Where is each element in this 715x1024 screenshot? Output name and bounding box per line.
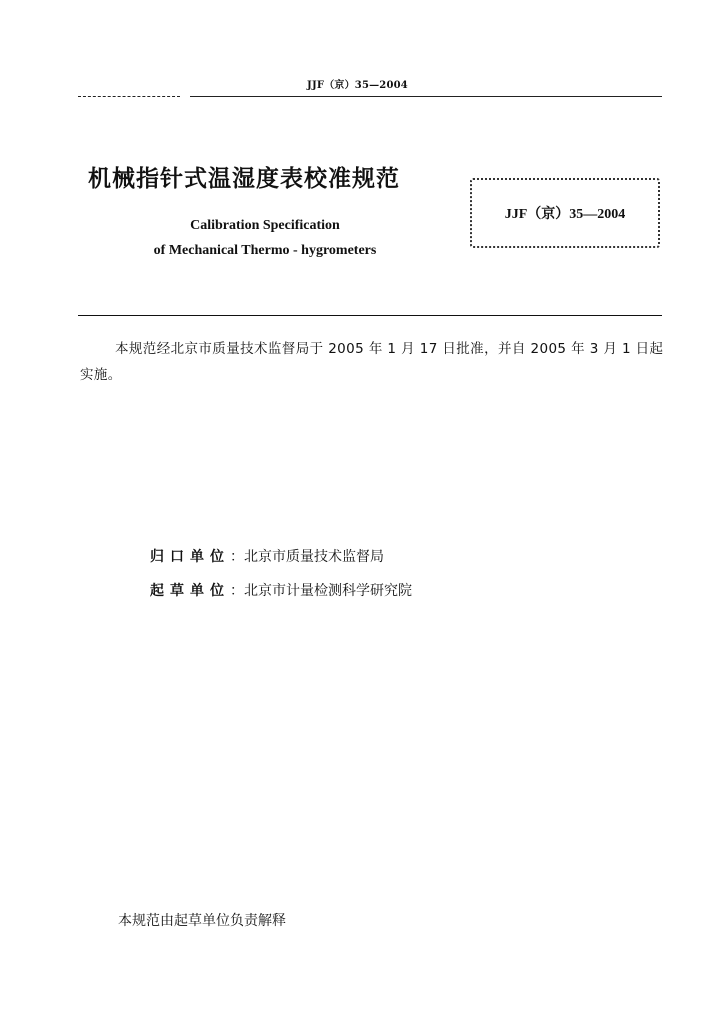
interpretation-note: 本规范由起草单位负责解释 <box>118 913 286 929</box>
header-rule-right <box>190 96 662 97</box>
title-english-line1: Calibration Specification <box>190 218 340 233</box>
title-chinese: 机械指针式温湿度表校准规范 <box>88 166 400 192</box>
drafting-unit-colon: ： <box>230 583 244 599</box>
responsible-unit-colon: ： <box>230 549 244 565</box>
header-rule-left <box>78 96 180 97</box>
responsible-unit-label: 归口单位 <box>150 549 230 565</box>
title-english-line2: of Mechanical Thermo - hygrometers <box>153 243 377 258</box>
responsible-unit-row <box>150 546 384 566</box>
drafting-unit-value: 北京市计量检测科学研究院 <box>244 583 412 599</box>
drafting-unit-row <box>150 580 412 600</box>
drafting-unit-label: 起草单位 <box>150 583 230 599</box>
running-header: JJF（京）35—2004 <box>307 80 408 91</box>
responsible-unit-value: 北京市质量技术监督局 <box>244 549 384 565</box>
standard-code-box <box>470 178 660 248</box>
title-divider <box>78 315 662 316</box>
approval-paragraph: 本规范经北京市质量技术监督局于 2005 年 1 月 17 日批准，并自 2005 年 3 月 1 日起实施。 <box>80 341 664 383</box>
standard-code: JJF（京）35—2004 <box>504 207 626 222</box>
